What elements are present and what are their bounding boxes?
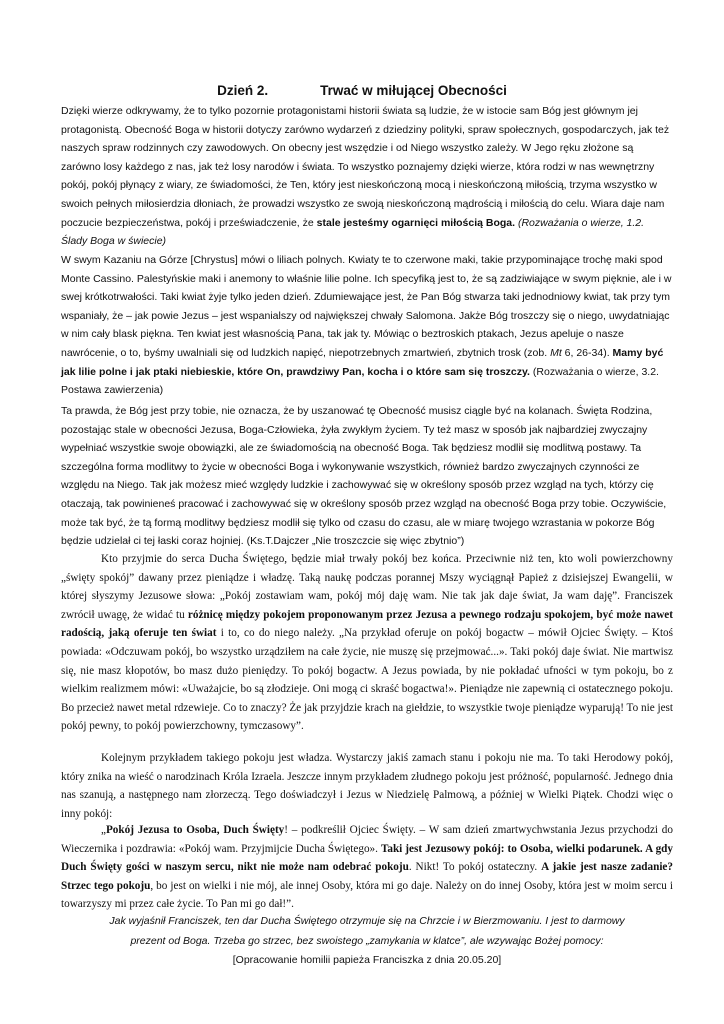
paragraph-6-text-b: . Nikt! To pokój ostateczny.: [408, 861, 542, 874]
paragraph-6-text-c: , bo jest on wielki i nie mój, ale innej Osoby, która mi go daje. Należy on do innej Osoby, która jest w moim sercu i towarzyszy mi przez całe życie. To Pan mi go dał!”.: [61, 879, 673, 911]
title-heading: Trwać w miłującej Obecności: [320, 83, 507, 98]
paragraph-4-bold: różnicę między pokojem proponowanym przez Jezusa a pewnego rodzaju spokojem, być może nawet radością, jaką oferuje ten świat: [61, 608, 673, 640]
paragraph-1-text: Dzięki wierze odkrywamy, że to tylko pozornie protagonistami historii świata są ludzie, że w istocie sam Bóg jest głównym jej protagonistą. Obecność Boga w historii dotyczy zarówno wydarzeń z dziedziny polityki, spraw społecznych, gospodarczych, jak też naszych spraw rodzinnych czy zawodowych. On obecny jest wszędzie i od Niego wszystko zależy. W Jego ręku złożone są zarówno losy każdego z nas, jak też losy narodów i świata. To wszystko poznajemy dzięki wierze, która rodzi w nas wewnętrzny pokój, pokój płynący z wiary, ze świadomości, że Ten, który jest nieskończoną mocą i nieskończoną miłością, trzyma wszystko w swoich pełnych miłosierdzia dłoniach, że prowadzi wszystko ze swoją nieskończoną mądrością i miłością do celu. Wiara daje nam poczucie bezpieczeństwa, pokój i przeświadczenie, że: [61, 105, 670, 229]
closing-note: [61, 912, 673, 971]
paragraph-2: [61, 251, 673, 400]
closing-line-3: [Opracowanie homilii papieża Franciszka z dnia 20.05.20]: [232, 954, 502, 966]
paragraph-2-ref: Mt: [550, 346, 562, 359]
paragraph-6-bold-2: Taki jest Jezusowy pokój: to Osoba, wielki podarunek. A gdy Duch Święty gości w naszym sercu, nikt nie może nam odebrać pokoju: [61, 842, 673, 874]
paragraph-6-text-a: ! – podkreślił Ojciec Święty. – W sam dzień zmartwychwstania Jezus przychodzi do Wieczernika i pozdrawia: «Pokój wam. Przyjmijcie Ducha Świętego».: [61, 824, 673, 855]
paragraph-3-text: Ta prawda, że Bóg jest przy tobie, nie oznacza, że by uszanować tę Obecność musisz ciągle być na kolanach. Święta Rodzina, pozostając stale w obecności Jezusa, Boga-Człowieka, żyła zwykłym życiem. Ty też masz w sposób jak najbardziej zwyczajny wypełniać wszystkie swoje obowiązki, ale ze świadomością na obecność Boga. Tak będziesz modlił się modlitwą postawy. Ta szczególna forma modlitwy to życie w obecności Boga i wykonywanie wszystkich, również bardzo zwyczajnych czynności ze względu na Niego. Tak jak możesz mieć względy ludzkie i zachowywać się w określony sposób przez wzgląd na tych, którzy cię otaczają, tak powinieneś pracować i zachowywać się w określony sposób przez wzgląd na obecność Boga przy tobie. Oczywiście, może tak być, że tą formą modlitwy będziesz modlił się tylko od czasu do czasu, ale w miarę twojego wzrastania w pokorze Bóg będzie udzielał ci tej łaski coraz hojniej. (Ks.T.Dajczer „Nie troszczcie się więc zbytnio”): [61, 405, 667, 548]
paragraph-4: [61, 550, 673, 736]
day-label: Dzień 2.: [217, 83, 269, 98]
closing-line-2: prezent od Boga. Trzeba go strzec, bez swoistego „zamykania w klatce”, ale wzywając Bożej pomocy:: [130, 934, 604, 947]
paragraph-1: [61, 102, 673, 251]
paragraph-5: [61, 749, 673, 823]
paragraph-3: [61, 402, 673, 551]
closing-line-1: Jak wyjaśnił Franciszek, ten dar Ducha Świętego otrzymuje się na Chrzcie i w Bierzmowaniu. I jest to darmowy: [109, 915, 625, 927]
paragraph-1-source: (Rozważania o wierze, 1.2. Ślady Boga w świecie): [61, 216, 645, 248]
paragraph-4-text-a: Kto przyjmie do serca Ducha Świętego, będzie miał trwały pokój bez końca. Przeciwnie niż ten, kto woli powierzchowny „święty spokój” dawany przez pieniądze i władzę. Taką naukę podczas porannej Mszy wyciągnął Papież z dzisiejszej Ewangelii, w której słyszymy Jezusowe słowa: „Pokój zostawiam wam, pokój mój daję wam. Nie tak jak daje świat, Ja wam daję”. Franciszek zwrócił uwagę, że widać tu: [61, 553, 673, 621]
page-title: [0, 83, 724, 98]
paragraph-4-text-b: i to, co do niego należy. „Na przykład oferuje on pokój bogactw – mówił Ojciec Święty. – Ktoś powiada: «Odczuwam pokój, bo wszystko urządziłem na całe życie, nie muszę się przejmować...». Taki pokój daje świat. Nie martwisz się, nie masz kłopotów, bo masz dużo pieniędzy. To pokój bogactw. A Jezus powiada, by nie pokładać ufności w tym pokoju, bo z wielkim realizmem mówi: «Uważajcie, bo są złodzieje. Oni mogą ci skraść bogactwa!». Pieniądze nie zapewnią ci ostatecznego pokoju. Bo przecież nawet metal rdzewieje. Co to znaczy? Że jak przyjdzie krach na giełdzie, to wszystkie twoje pieniądze wyparują! To nie jest pokój pewny, to pokój powierzchowny, tymczasowy”.: [61, 627, 673, 733]
paragraph-2-text: W swym Kazaniu na Górze [Chrystus] mówi o liliach polnych. Kwiaty te to czerwone maki, takie przypominające trochę maki spod Monte Cassino. Palestyńskie maki i anemony to właśnie lilie polne. Ich specyfiką jest to, że są zadziwiające w swym pięknie, ale i w swej krótkotrwałości. Taki kwiat żyje tylko jeden dzień. Zdumiewające jest, że Pan Bóg stwarza taki jednodniowy kwiat, tak przy tym wspaniały, że – jak powie Jezus – jest wspanialszy od największej chwały Salomona. Jakże Bóg troszczy się o niego, uwydatniając w nim cały blask piękna. Ten kwiat jest własnością Pana, tak jak ty. Mówiąc o beztroskich ptakach, Jezus apeluje o nasze nawrócenie, o to, byśmy uwalniali się od ludzkich napięć, niepotrzebnych zmartwień, zbytnich trosk (zob.: [61, 254, 672, 359]
paragraph-2-source: (Rozważania o wierze, 3.2. Postawa zawierzenia): [61, 365, 659, 397]
paragraph-2-ref-rest: 6, 26-34).: [561, 346, 613, 359]
paragraph-6-bold-3: A jakie jest nasze zadanie? Strzec tego pokoju: [61, 861, 673, 892]
paragraph-5-text: Kolejnym przykładem takiego pokoju jest władza. Wystarczy jakiś zamach stanu i pokoju nie ma. To taki Herodowy pokój, który znika na wieść o narodzinach Króla Izraela. Jeszcze innym przykładem złudnego pokoju jest próżność, popularność. Jednego dnia nas szanują, a następnego nam złorzeczą. Tego doświadczył i Jezus w Niedzielę Palmową, a później w Wielki Piątek. Chodzi więc o inny pokój:: [61, 752, 673, 820]
paragraph-2-bold: Mamy być jak lilie polne i jak ptaki niebieskie, które On, prawdziwy Pan, kocha i o które sam się troszczy.: [61, 346, 664, 378]
paragraph-6: [61, 821, 673, 914]
paragraph-1-bold: stale jesteśmy ogarnięci miłością Boga.: [316, 216, 516, 229]
paragraph-6-bold-1: Pokój Jezusa to Osoba, Duch Święty: [105, 824, 285, 836]
paragraph-6-open-quote: „: [101, 824, 106, 836]
